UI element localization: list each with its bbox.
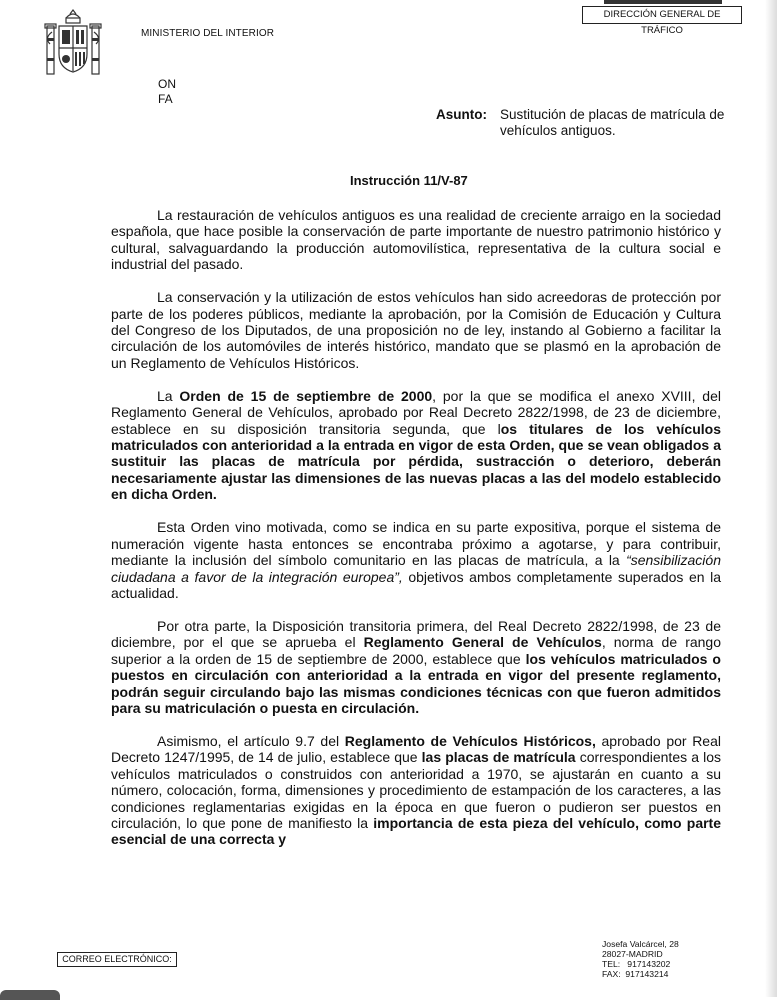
email-label: CORREO ELECTRÓNICO: — [57, 952, 177, 967]
document-body — [111, 207, 721, 864]
paragraph-2: La conservación y la utilización de estos vehículos han sido acreedoras de protección por parte de los poderes públicos, mediante la aprobación, por la Comisión de Educación y Cultura del Congreso de los Diputados, de una proposición no de ley, instando al Gobierno a facilitar la circulación de los automóviles de interés histórico, mandato que se plasmó en la aprobación de un Reglamento de Vehículos Históricos. — [111, 289, 721, 371]
paragraph-5-regulation-ref: Reglamento General de Vehículos — [363, 634, 602, 651]
paragraph-6-text: aprobado por Real Decreto 1247/1995, de 14 de julio, establece que — [111, 732, 721, 766]
paragraph-5-text: Por otra parte, la Disposición transitoria primera, del Real Decreto 2822/1998, de 23 de diciembre, por el que se aprueba el — [111, 617, 721, 651]
paragraph-3-order-ref: Orden de 15 de septiembre de 2000 — [179, 387, 433, 404]
page-edge-shadow — [765, 0, 777, 997]
subject-label: Asunto: — [436, 107, 487, 122]
subject-text: Sustitución de placas de matrícula de vehículos antiguos. — [500, 107, 725, 138]
reference-line-2: FA — [158, 92, 173, 106]
paragraph-3 — [111, 388, 721, 503]
paragraph-5 — [111, 618, 721, 716]
paragraph-3-text: La — [157, 387, 180, 404]
paragraph-6-plates-ref: las placas de matrícula — [421, 749, 576, 766]
paragraph-5-text: , norma de rango superior a la orden de 15 de septiembre de 2000, establece que — [111, 634, 721, 667]
instruction-title: Instrucción 11/V-87 — [350, 173, 468, 188]
paragraph-4-text: Esta Orden vino motivada, como se indica en su parte expositiva, porque el sistema de numeración vigente hasta entonces se encontraba próximo a agotarse, y para contribuir, mediante la inclusión del símbolo comunitario en las placas de matrícula, a la — [111, 519, 721, 569]
paragraph-6 — [111, 733, 721, 848]
paragraph-6-emphasis: importancia de esta pieza del vehículo, como parte esencial de una correcta y — [111, 814, 721, 848]
address-phone: TEL: 917143202 — [602, 959, 671, 969]
header-logo-bar — [604, 0, 722, 4]
paragraph-1: La restauración de vehículos antiguos es una realidad de creciente arraigo en la sociedad española, que hace posible la conservación de parte importante de nuestro patrimonio histórico y cultural, salvaguardando la producción automovilística, representativa de la cultura social e industrial del pasado. — [111, 207, 721, 273]
paragraph-6-text: correspondientes a los vehículos matriculados o construidos con anterioridad a 1970, se ajustarán en cuanto a su número, colocación, forma, dimensiones y procedimiento de estampación de los caracteres, a las condiciones reglamentarias exigidas en la época en que fueron o pudieron ser puestos en circulación, lo que pone de manifiesto la — [111, 749, 721, 831]
corner-artifact — [0, 990, 60, 1000]
coat-of-arms-icon — [44, 8, 102, 80]
address-block — [602, 939, 679, 979]
paragraph-4-quote: “sensibilización ciudadana a favor de la integración europea”, — [111, 552, 721, 585]
paragraph-4-text: objetivos ambos completamente superados en la actualidad. — [111, 568, 721, 601]
paragraph-6-regulation-ref: Reglamento de Vehículos Históricos, — [344, 732, 596, 749]
address-street: Josefa Valcárcel, 28 — [602, 939, 679, 949]
reference-codes — [158, 77, 176, 107]
paragraph-4 — [111, 519, 721, 601]
paragraph-5-emphasis: los vehículos matriculados o puestos en circulación con anterioridad a la entrada en vigor del presente reglamento, podrán seguir circulando bajo las mismas condiciones técnicas con que fueron admitidos para su matriculación o puesta en circulación. — [111, 650, 721, 716]
paragraph-3-emphasis: os titulares de los vehículos matriculados con anterioridad a la entrada en vigor de esta Orden, que se vean obligados a sustituir las placas de matrícula por pérdida, sustracción o deterioro, deberán necesariamente ajustar las dimensiones de las nuevas placas a las del modelo establecido en dicha Orden. — [111, 420, 721, 503]
address-city: 28027-MADRID — [602, 949, 663, 959]
paragraph-6-text: Asimismo, el artículo 9.7 del — [157, 732, 345, 749]
reference-line-1: ON — [158, 77, 176, 91]
directorate-label: DIRECCIÓN GENERAL DE TRÁFICO — [582, 6, 742, 24]
address-fax: FAX: 917143214 — [602, 969, 669, 979]
ministry-name: MINISTERIO DEL INTERIOR — [141, 28, 275, 39]
paragraph-3-text: , por la que se modifica el anexo XVIII, del Reglamento General de Vehículos, aprobado por Real Decreto 2822/1998, de 23 de diciembre, establece en su disposición transitoria segunda, que l — [111, 387, 721, 437]
